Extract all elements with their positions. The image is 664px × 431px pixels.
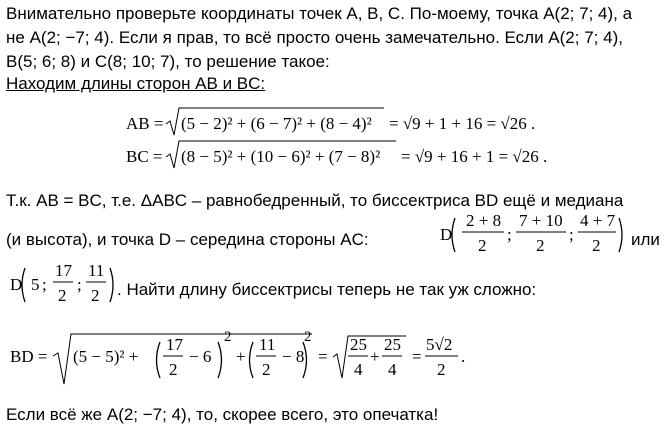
svg-text:;: ;: [507, 225, 512, 244]
point-d2-den2: 2: [58, 286, 67, 305]
point-d2-x: 5: [31, 275, 40, 294]
svg-text:+: +: [370, 347, 380, 366]
eq-bd-f2-num: 11: [259, 335, 276, 354]
point-d2-n2: 17: [55, 261, 72, 280]
svg-text:;: ;: [42, 275, 47, 294]
point-d2-den3: 2: [91, 286, 100, 305]
eq-bd-r-den2: 4: [388, 360, 397, 379]
point-d1-name: D: [440, 225, 453, 244]
eq-bd-lhs: BD =: [10, 347, 48, 366]
eq-bd-f1-tail: − 6: [189, 347, 212, 366]
eq-bc-lhs: BC =: [126, 147, 163, 166]
svg-text:2: 2: [224, 329, 232, 345]
para2-line-1: Т.к. AB = BC, т.е. ΔABC – равнобедренный, то биссектриса BD ещё и медиана: [6, 191, 624, 210]
eq-ab-lhs: AB =: [126, 114, 164, 133]
svg-text:.: .: [461, 347, 466, 366]
svg-text:;: ;: [77, 275, 82, 294]
point-d2-name: D: [10, 275, 23, 294]
eq-bd-f2-tail: − 8: [282, 347, 305, 366]
footer-note: Если всё же A(2; −7; 4), то, скорее всего, это опечатка!: [6, 405, 439, 424]
point-d1-n1: 2 + 8: [466, 211, 502, 230]
eq-bc-result: = √9 + 16 + 1 = √26 .: [401, 147, 548, 166]
intro-line-3: B(5; 6; 8) и C(8; 10; 7), то решение такое:: [6, 52, 330, 71]
intro-line-1: Внимательно проверьте координаты точек A, B, C. По-моему, точка A(2; 7; 4), а: [6, 4, 633, 23]
point-d1-den3: 2: [592, 236, 601, 255]
para2-line-2: (и высота), и точка D – середина стороны AC:: [6, 230, 369, 249]
svg-text:;: ;: [569, 225, 574, 244]
point-d1-den1: 2: [478, 236, 487, 255]
para2-line-3-tail: . Найти длину биссектрисы теперь не так уж сложно:: [117, 280, 537, 299]
section-heading: Находим длины сторон AB и BC:: [6, 74, 266, 93]
point-d1-n3: 4 + 7: [580, 211, 616, 230]
eq-bd-f1-den: 2: [169, 360, 178, 379]
svg-text:2: 2: [304, 329, 312, 345]
eq-bd-term1: (5 − 5)² +: [73, 347, 139, 366]
svg-text:=: =: [318, 347, 328, 366]
eq-ab-radicand: (5 − 2)² + (6 − 7)² + (8 − 4)²: [181, 114, 372, 133]
svg-text:+: +: [236, 347, 246, 366]
eq-bd-r-num2: 25: [384, 335, 401, 354]
svg-text:=: =: [412, 347, 422, 366]
eq-bd-r-den1: 4: [354, 360, 363, 379]
eq-bd-res-num: 5√2: [426, 335, 453, 354]
eq-ab-result: = √9 + 1 + 16 = √26 .: [389, 114, 536, 133]
intro-line-2: не A(2; −7; 4). Если я прав, то всё просто очень замечательно. Если A(2; 7; 4),: [6, 28, 623, 47]
eq-bd-res-den: 2: [437, 360, 446, 379]
point-d1-den2: 2: [536, 236, 545, 255]
eq-bd-r-num1: 25: [350, 335, 367, 354]
point-d1-n2: 7 + 10: [519, 211, 563, 230]
eq-bd-f1-num: 17: [166, 335, 183, 354]
point-d2-n3: 11: [88, 261, 105, 280]
eq-bc-radicand: (8 − 5)² + (10 − 6)² + (7 − 8)²: [181, 147, 381, 166]
para2-line-2-tail: или: [631, 230, 660, 249]
eq-bd-f2-den: 2: [262, 360, 271, 379]
